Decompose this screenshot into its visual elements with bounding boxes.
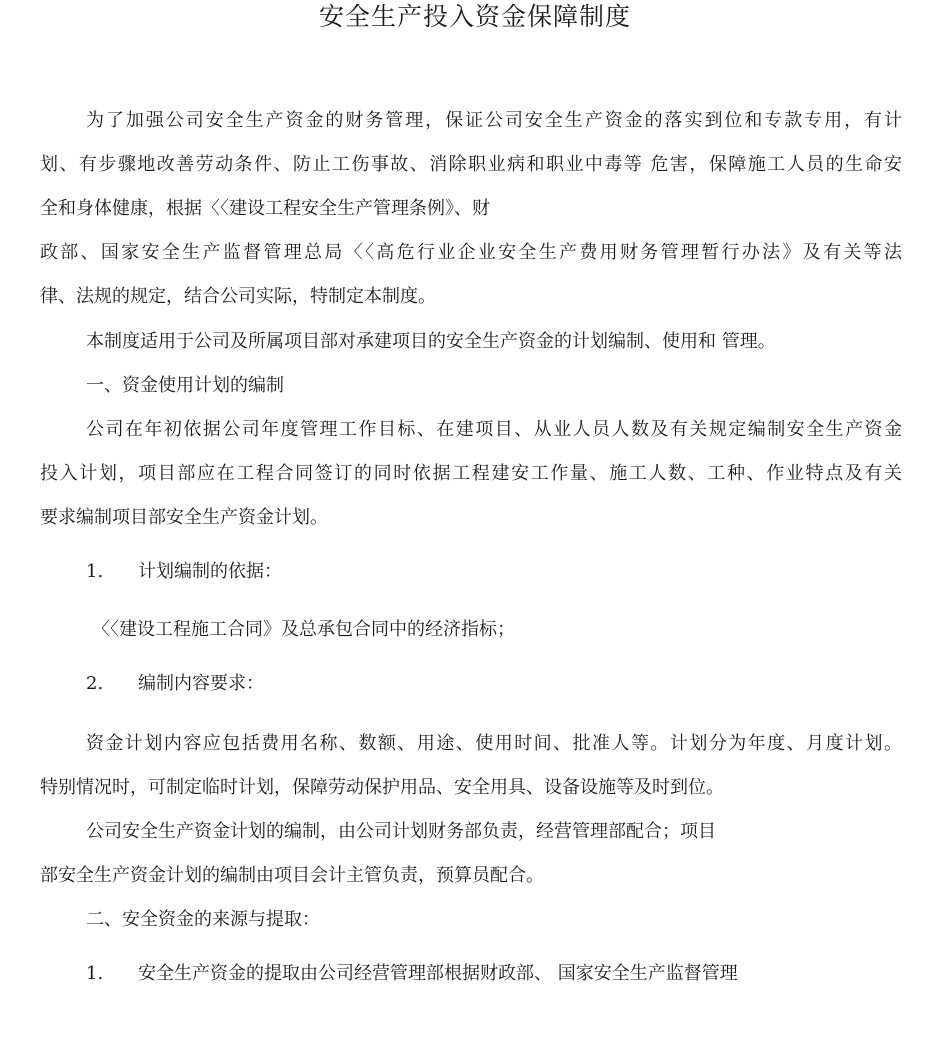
- section-heading: 一、资金使用计划的编制: [86, 375, 284, 396]
- list-item-text: 编制内容要求：: [138, 673, 264, 694]
- paragraph-line: 本制度适用于公司及所属项目部对承建项目的安全生产资金的计划编制、使用和 管理。: [86, 331, 776, 352]
- list-item-text: 安全生产资金的提取由公司经营管理部根据财政部、 国家安全生产监督管理: [138, 963, 738, 984]
- paragraph-line: 投入计划，项目部应在工程合同签订的同时依据工程建安工作量、施工人数、工种、作业特点及有关: [40, 463, 902, 484]
- paragraph-line: 公司安全生产资金计划的编制，由公司计划财务部负责，经营管理部配合；项目: [86, 821, 716, 842]
- paragraph-line: 公司在年初依据公司年度管理工作目标、在建项目、从业人员人数及有关规定编制安全生产资金: [86, 419, 902, 440]
- paragraph-line: 部安全生产资金计划的编制由项目会计主管负责，预算员配合。: [40, 865, 544, 886]
- list-number: 2.: [86, 673, 104, 694]
- section-heading: 二、安全资金的来源与提取：: [86, 909, 320, 930]
- paragraph-line: 特别情况时，可制定临时计划，保障劳动保护用品、安全用具、设备设施等及时到位。: [40, 777, 724, 798]
- paragraph-line: 要求编制项目部安全生产资金计划。: [40, 507, 328, 528]
- document-title: 安全生产投入资金保障制度: [318, 2, 631, 31]
- paragraph-line: 为了加强公司安全生产资金的财务管理，保证公司安全生产资金的落实到位和专款专用，有计: [86, 110, 902, 131]
- list-item-text: 计划编制的依据：: [138, 561, 282, 582]
- paragraph-line: 政部、国家安全生产监督管理总局〈〈高危行业企业安全生产费用财务管理暂行办法》及有关等法: [40, 242, 902, 263]
- paragraph-line: 全和身体健康，根据〈〈建设工程安全生产管理条例》、财: [40, 198, 490, 219]
- list-number: 1.: [86, 963, 104, 984]
- paragraph-line: 资金计划内容应包括费用名称、数额、用途、使用时间、批准人等。计划分为年度、月度计划。: [86, 733, 902, 754]
- list-number: 1.: [86, 561, 104, 582]
- paragraph-line: 律、法规的规定，结合公司实际，特制定本制度。: [40, 286, 436, 307]
- paragraph-line: 划、有步骤地改善劳动条件、防止工伤事故、消除职业病和职业中毒等 危害，保障施工人员的生命安: [40, 154, 902, 175]
- paragraph-line: 〈〈建设工程施工合同》及总承包合同中的经济指标；: [92, 619, 515, 640]
